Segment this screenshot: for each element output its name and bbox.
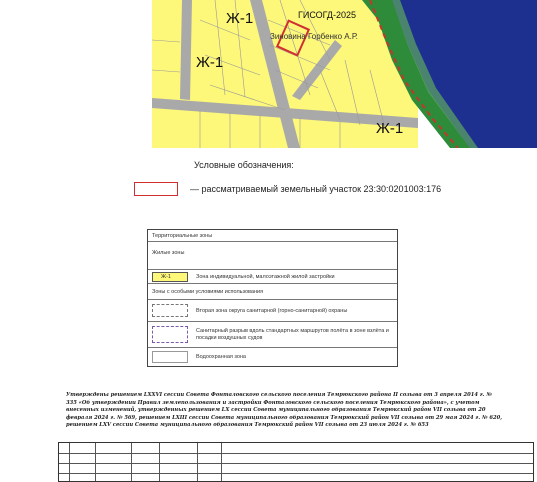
zone-label: Ж-1 <box>196 54 224 71</box>
stamp-divider <box>221 443 222 481</box>
legend-row <box>148 300 397 322</box>
stamp-divider <box>95 443 96 481</box>
sanitary-swatch <box>152 304 188 317</box>
flight-zone-swatch <box>152 326 188 343</box>
legend-row <box>148 284 397 300</box>
legend-row-text: Жилые зоны <box>152 250 185 256</box>
stamp-divider <box>59 453 533 454</box>
zone-label: Ж-1 <box>376 120 404 137</box>
legend-row-desc: Санитарный разрыв вдоль стандартных маршрутов полёта в зоне взлёта и посадки воздушных судов <box>196 328 389 341</box>
legend-table <box>147 229 398 367</box>
legend-row-desc: Водоохранная зона <box>196 354 246 360</box>
stamp-divider <box>159 443 160 481</box>
parcel-legend-text: — рассматриваемый земельный участок 23:30:0201003:176 <box>190 184 442 194</box>
parcel-swatch <box>134 182 178 196</box>
legend-title: Условные обозначения: <box>194 160 294 170</box>
approval-note: Утверждены решением LXXVI сессии Совета Фонталовского сельского поселения Темрюкского района II созыва от 3 апреля 2014 г. № 335 «Об утверждении Правил землепользования и застройки Фонталовского сельского поселения Темрюкского района», с учетом внесенных изменений, утвержденных решением LX сессии Совета муниципального образования Темрюкский район VII созыва от 20 февраля 2024 г. № 569, решением LXIII сессии Совета муниципального образования Темрюкский район VII созыва от 29 мая 2024 г. № 620, решением LXV сессии Совета муниципального образования Темрюкский район VII созыва от 23 июля 2024 г. № 653 <box>66 392 503 428</box>
stamp-divider <box>197 443 198 481</box>
legend-row-desc: Зона индивидуальной, малоэтажной жилой застройки <box>196 274 335 280</box>
zone-label: Ж-1 <box>226 10 254 27</box>
legend-row <box>148 230 397 242</box>
water-zone-swatch <box>152 351 188 363</box>
stamp-title: ГИСОГД-2025 <box>298 10 357 20</box>
zoning-map <box>0 0 537 148</box>
legend-row <box>148 242 397 270</box>
zone-swatch: Ж-1 <box>152 272 188 282</box>
stamp-divider <box>59 473 533 474</box>
legend-row-text: Территориальные зоны <box>152 233 213 239</box>
stamp-name: Зиновина Горбенко А.Р. <box>270 32 358 41</box>
legend-row-text: Зоны с особыми условиями использования <box>152 289 264 295</box>
title-block <box>58 442 534 482</box>
stamp-divider <box>69 443 70 481</box>
legend-row <box>148 348 397 366</box>
legend-row-desc: Вторая зона округа санитарной (горно-санитарной) охраны <box>196 308 348 314</box>
legend-row <box>148 322 397 348</box>
stamp-divider <box>131 443 132 481</box>
stamp-divider <box>59 463 533 464</box>
legend-row <box>148 270 397 284</box>
